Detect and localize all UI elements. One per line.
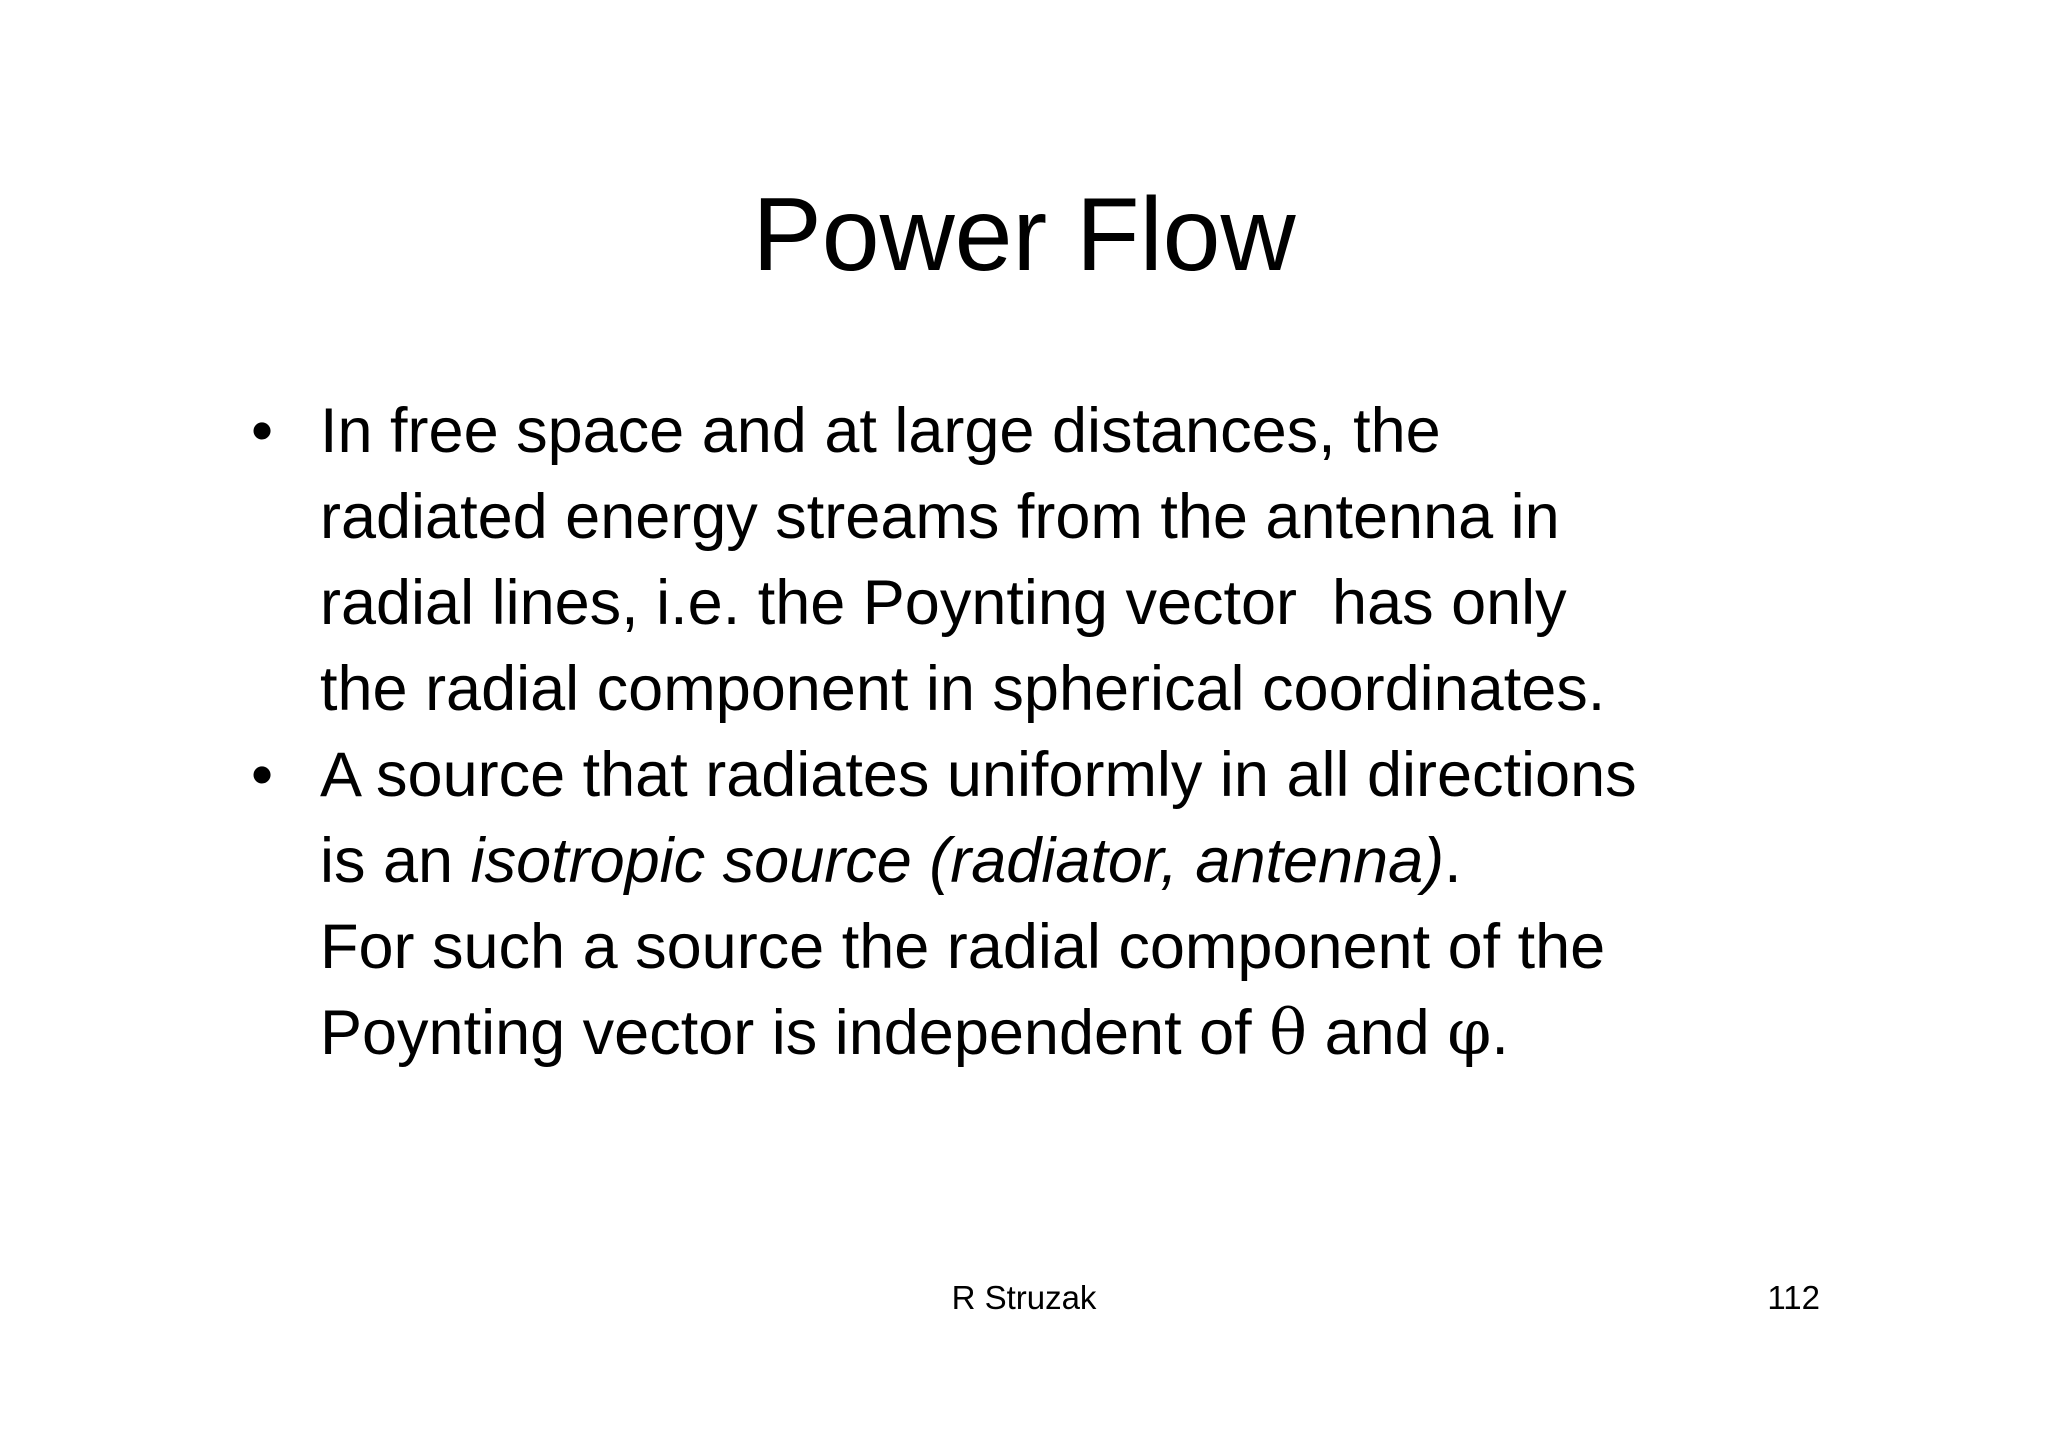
bullet-line-with-symbols <box>320 990 1820 1076</box>
text-segment: is an <box>320 826 471 896</box>
bullet-line-with-italic <box>320 818 1820 904</box>
bullet-line: A source that radiates uniformly in all directions <box>320 740 1637 810</box>
bullet-marker: • <box>251 396 274 466</box>
italic-term: isotropic source (radiator, antenna) <box>470 826 1445 896</box>
text-segment: Poynting vector is independent of <box>320 998 1270 1068</box>
footer-author: R Struzak <box>951 1279 1097 1316</box>
bullet-marker: • <box>251 740 274 810</box>
slide-title: Power Flow <box>752 177 1296 293</box>
text-segment: . <box>1444 826 1462 896</box>
text-segment: . <box>1491 998 1509 1068</box>
bullet-line: radiated energy streams from the antenna in <box>320 482 1560 552</box>
bullet-line: radial lines, i.e. the Poynting vector has only <box>320 568 1567 638</box>
theta-symbol: θ <box>1269 996 1308 1069</box>
bullet-item-isotropic-source <box>251 732 1820 1076</box>
bullet-list <box>251 388 1820 1076</box>
bullet-line: For such a source the radial component of the <box>320 912 1606 982</box>
page-number: 112 <box>1767 1279 1820 1316</box>
bullet-line: the radial component in spherical coordinates. <box>320 654 1606 724</box>
text-segment: and <box>1307 998 1448 1068</box>
phi-symbol: φ <box>1447 996 1492 1069</box>
bullet-item-free-space <box>251 388 1820 732</box>
bullet-line: In free space and at large distances, the <box>320 396 1441 466</box>
